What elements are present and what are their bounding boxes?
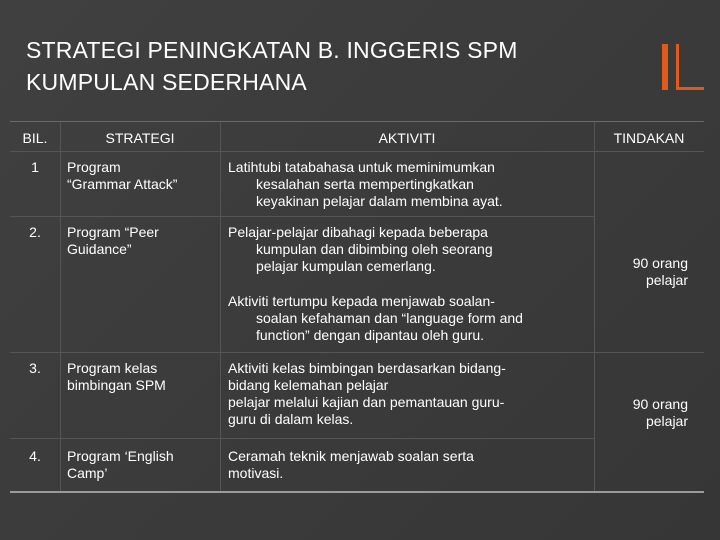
text-line: Guidance”: [67, 241, 132, 257]
accent-bar-thin: [676, 44, 679, 90]
row-3-strategi: [67, 360, 217, 394]
header-tindakan: TINDAKAN: [613, 130, 685, 146]
row-2-aktiviti-2: [228, 293, 594, 344]
accent-bar-base: [679, 87, 704, 90]
row-4-aktiviti: [228, 448, 590, 482]
row-divider: [10, 216, 594, 217]
row-1-strategi: [67, 159, 217, 193]
text-line: kesalahan serta mempertingkatkan: [256, 176, 474, 192]
row-4-strategi: [67, 448, 217, 482]
row-2-bil: 2.: [29, 224, 41, 240]
title-line-1: STRATEGI PENINGKATAN B. INGGERIS SPM: [26, 37, 518, 63]
title-line-2: KUMPULAN SEDERHANA: [26, 69, 307, 95]
text-line: pelajar melalui kajian dan pemantauan guru-: [228, 394, 505, 410]
text-line: pelajar: [645, 413, 688, 429]
tindakan-group-1: [600, 255, 688, 289]
header-bil: BIL.: [22, 130, 48, 146]
row-2-strategi: [67, 224, 217, 258]
text-line: function” dengan dipantau oleh guru.: [256, 327, 485, 343]
text-line: bidang kelemahan pelajar: [228, 377, 389, 393]
row-divider: [10, 438, 594, 439]
row-1-bil: 1: [31, 159, 39, 175]
page-title: [26, 34, 518, 98]
header-strategi: STRATEGI: [105, 130, 175, 146]
text-line: motivasi.: [228, 465, 284, 481]
text-line: Program “Peer: [67, 224, 159, 240]
text-line: Pelajar-pelajar dibahagi kepada beberapa: [228, 224, 488, 240]
text-line: 90 orang: [632, 396, 688, 412]
row-divider: [10, 352, 704, 353]
row-1-aktiviti: [228, 159, 590, 210]
column-divider: [220, 122, 221, 491]
column-divider: [60, 122, 61, 491]
text-line: Aktiviti tertumpu kepada menjawab soalan-: [228, 293, 495, 309]
row-2-aktiviti: [228, 224, 590, 275]
text-line: guru di dalam kelas.: [228, 411, 354, 427]
text-line: pelajar: [645, 272, 688, 288]
text-line: Program kelas: [67, 360, 158, 376]
text-line: keyakinan pelajar dalam membina ayat.: [256, 193, 503, 209]
strategy-table: [10, 121, 704, 493]
header-aktiviti: AKTIVITI: [378, 130, 436, 146]
text-line: kumpulan dan dibimbing oleh seorang: [256, 241, 493, 257]
text-line: 90 orang: [632, 255, 688, 271]
tindakan-group-2: [600, 396, 688, 430]
text-line: Camp’: [67, 465, 108, 481]
text-line: bimbingan SPM: [67, 377, 166, 393]
text-line: Program ‘English: [67, 448, 174, 464]
text-line: soalan kefahaman dan “language form and: [256, 310, 523, 326]
row-3-aktiviti: [228, 360, 590, 428]
text-line: Latihtubi tatabahasa untuk meminimumkan: [228, 159, 495, 175]
row-3-bil: 3.: [29, 360, 41, 376]
text-line: Ceramah teknik menjawab soalan serta: [228, 448, 474, 464]
text-line: pelajar kumpulan cemerlang.: [256, 258, 436, 274]
text-line: Program: [67, 159, 121, 175]
text-line: Aktiviti kelas bimbingan berdasarkan bidang-: [228, 360, 506, 376]
row-divider: [10, 151, 704, 152]
column-divider: [594, 122, 595, 491]
row-4-bil: 4.: [29, 448, 41, 464]
accent-bar: [662, 44, 668, 90]
text-line: “Grammar Attack”: [67, 176, 178, 192]
